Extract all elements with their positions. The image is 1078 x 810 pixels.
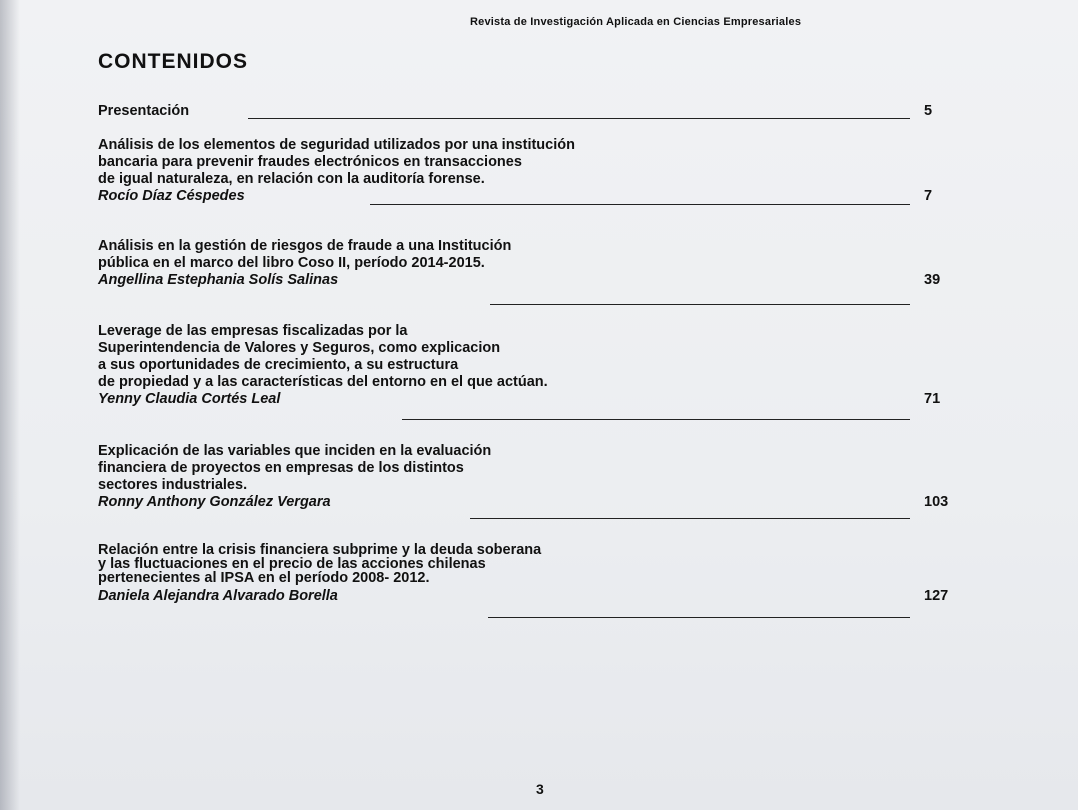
entry-page-number: 7 — [924, 188, 933, 204]
entry-author: Daniela Alejandra Alvarado Borella — [98, 588, 338, 604]
entry-page-number: 5 — [924, 103, 933, 119]
entry-page-number: 39 — [924, 272, 941, 288]
entry-title-line: a sus oportunidades de crecimiento, a su estructura — [98, 357, 459, 373]
entry-title-line: de igual naturaleza, en relación con la auditoría forense. — [98, 171, 485, 187]
entry-title-line: Análisis en la gestión de riesgos de fraude a una Institución — [98, 238, 512, 254]
entry-title-line: financiera de proyectos en empresas de los distintos — [98, 460, 464, 476]
entry-author: Rocío Díaz Céspedes — [98, 188, 245, 204]
leader-rule — [402, 419, 910, 420]
leader-rule — [248, 118, 910, 119]
entry-author: Ronny Anthony González Vergara — [98, 494, 331, 510]
page-edge-shadow — [0, 0, 20, 810]
entry-page-number: 127 — [924, 588, 949, 604]
entry-title-line: Leverage de las empresas fiscalizadas por la — [98, 323, 408, 339]
entry-title-line: bancaria para prevenir fraudes electrónicos en transacciones — [98, 154, 522, 170]
entry-title-line: sectores industriales. — [98, 477, 248, 493]
entry-author: Angellina Estephania Solís Salinas — [98, 272, 339, 288]
toc-entry-seguridad-bancaria — [98, 137, 938, 205]
entry-title-line: pertenecientes al IPSA en el período 2008- 2012. — [98, 570, 430, 586]
entry-page-number: 103 — [924, 494, 949, 510]
toc-entry-leverage — [98, 323, 941, 408]
toc-entry-crisis-subprime — [98, 543, 938, 603]
leader-rule — [490, 304, 910, 305]
running-head: Revista de Investigación Aplicada en Ciencias Empresariales — [470, 16, 802, 28]
entry-page-number: 71 — [924, 391, 941, 407]
entry-title-line: pública en el marco del libro Coso II, período 2014-2015. — [98, 255, 485, 271]
leader-rule — [488, 617, 910, 618]
entry-title-line: Superintendencia de Valores y Seguros, como explicacion — [98, 340, 501, 356]
entry-title-line: de propiedad y a las características del entorno en el que actúan. — [98, 374, 548, 390]
entry-title-line: y las fluctuaciones en el precio de las acciones chilenas — [98, 556, 486, 572]
entry-author: Yenny Claudia Cortés Leal — [98, 391, 281, 407]
entry-title-line: Explicación de las variables que inciden en la evaluación — [98, 443, 492, 459]
entry-title-line: Presentación — [98, 103, 190, 119]
leader-rule — [370, 204, 910, 205]
leader-rule — [470, 518, 910, 519]
page-title: CONTENIDOS — [98, 50, 249, 73]
toc-entry-evaluacion-financiera — [98, 443, 938, 511]
entry-title-line: Análisis de los elementos de seguridad utilizados por una institución — [98, 137, 575, 153]
page-folio: 3 — [536, 781, 544, 797]
toc-entry-riesgos-fraude — [98, 238, 941, 289]
entry-title-line: Relación entre la crisis financiera subprime y la deuda soberana — [98, 542, 542, 558]
